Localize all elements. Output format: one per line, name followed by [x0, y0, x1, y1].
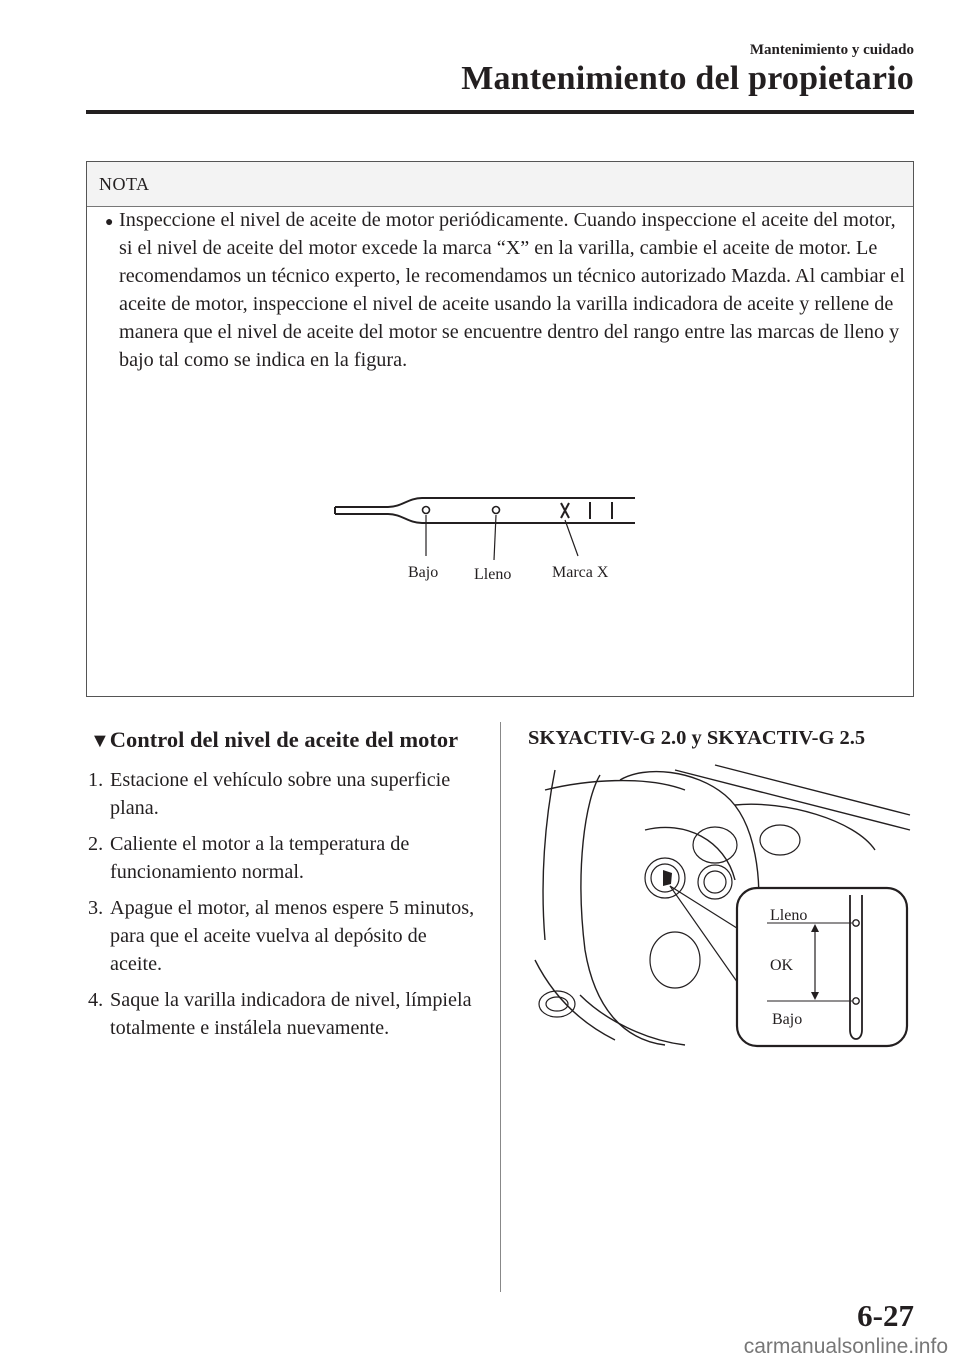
inset-label-ok: OK	[770, 957, 794, 974]
dipstick-inset	[737, 888, 907, 1046]
inset-label-full: Lleno	[770, 907, 808, 924]
label-full: Lleno	[474, 566, 512, 583]
page-number: 6-27	[857, 1298, 914, 1333]
step-text: Caliente el motor a la temperatura de funcionamiento normal.	[110, 833, 410, 883]
oil-check-heading	[90, 727, 458, 753]
step-number: 3.	[88, 897, 104, 919]
step-text: Estacione el vehículo sobre una superficie plana.	[110, 769, 451, 819]
bullet-icon: ●	[105, 215, 114, 230]
header-rule	[86, 110, 914, 114]
engine-illustration	[525, 760, 915, 1050]
step-1	[88, 766, 478, 822]
engine-variant-title: SKYACTIV-G 2.0 y SKYACTIV-G 2.5	[528, 727, 866, 749]
oil-check-title: Control del nivel de aceite del motor	[109, 727, 459, 752]
step-number: 1.	[88, 769, 104, 791]
full-mark-icon	[493, 507, 500, 514]
note-text: Inspeccione el nivel de aceite de motor periódicamente. Cuando inspeccione el aceite del motor, si el nivel de aceite del motor excede la marca “X” en la varilla, cambie el aceite de motor. Le recomendamos un técnico experto, le recomendamos un técnico autorizado Mazda. Al cambiar el aceite de motor, inspeccione el nivel de aceite usando la varilla indicadora de aceite y rellene de manera que el nivel de aceite del motor se encuentre dentro del rango entre las marcas de lleno y bajo tal como se indica en la figura.	[119, 209, 905, 371]
label-x-mark: Marca X	[552, 564, 609, 581]
step-text: Saque la varilla indicadora de nivel, límpiela totalmente e instálela nuevamente.	[110, 989, 472, 1039]
dipstick-diagram	[330, 490, 640, 585]
triangle-marker-icon: ▼	[90, 730, 110, 752]
label-low: Bajo	[408, 564, 439, 581]
step-number: 4.	[88, 989, 104, 1011]
step-text: Apague el motor, al menos espere 5 minutos, para que el aceite vuelva al depósito de aceite.	[110, 897, 475, 975]
low-mark-icon	[423, 507, 430, 514]
step-number: 2.	[88, 833, 104, 855]
note-box	[86, 161, 914, 697]
dipstick-handle-icon	[663, 870, 672, 886]
step-2	[88, 830, 478, 886]
section-header: Mantenimiento del propietario	[461, 60, 914, 97]
step-4	[88, 986, 478, 1042]
step-3	[88, 894, 478, 978]
footer-watermark: carmanualsonline.info	[743, 1335, 948, 1358]
note-title: NOTA	[99, 174, 150, 194]
inset-label-low: Bajo	[772, 1011, 803, 1028]
x-mark-icon	[561, 503, 569, 518]
note-header	[87, 162, 913, 207]
chapter-title: Mantenimiento y cuidado	[749, 42, 914, 58]
column-divider	[500, 722, 501, 1292]
